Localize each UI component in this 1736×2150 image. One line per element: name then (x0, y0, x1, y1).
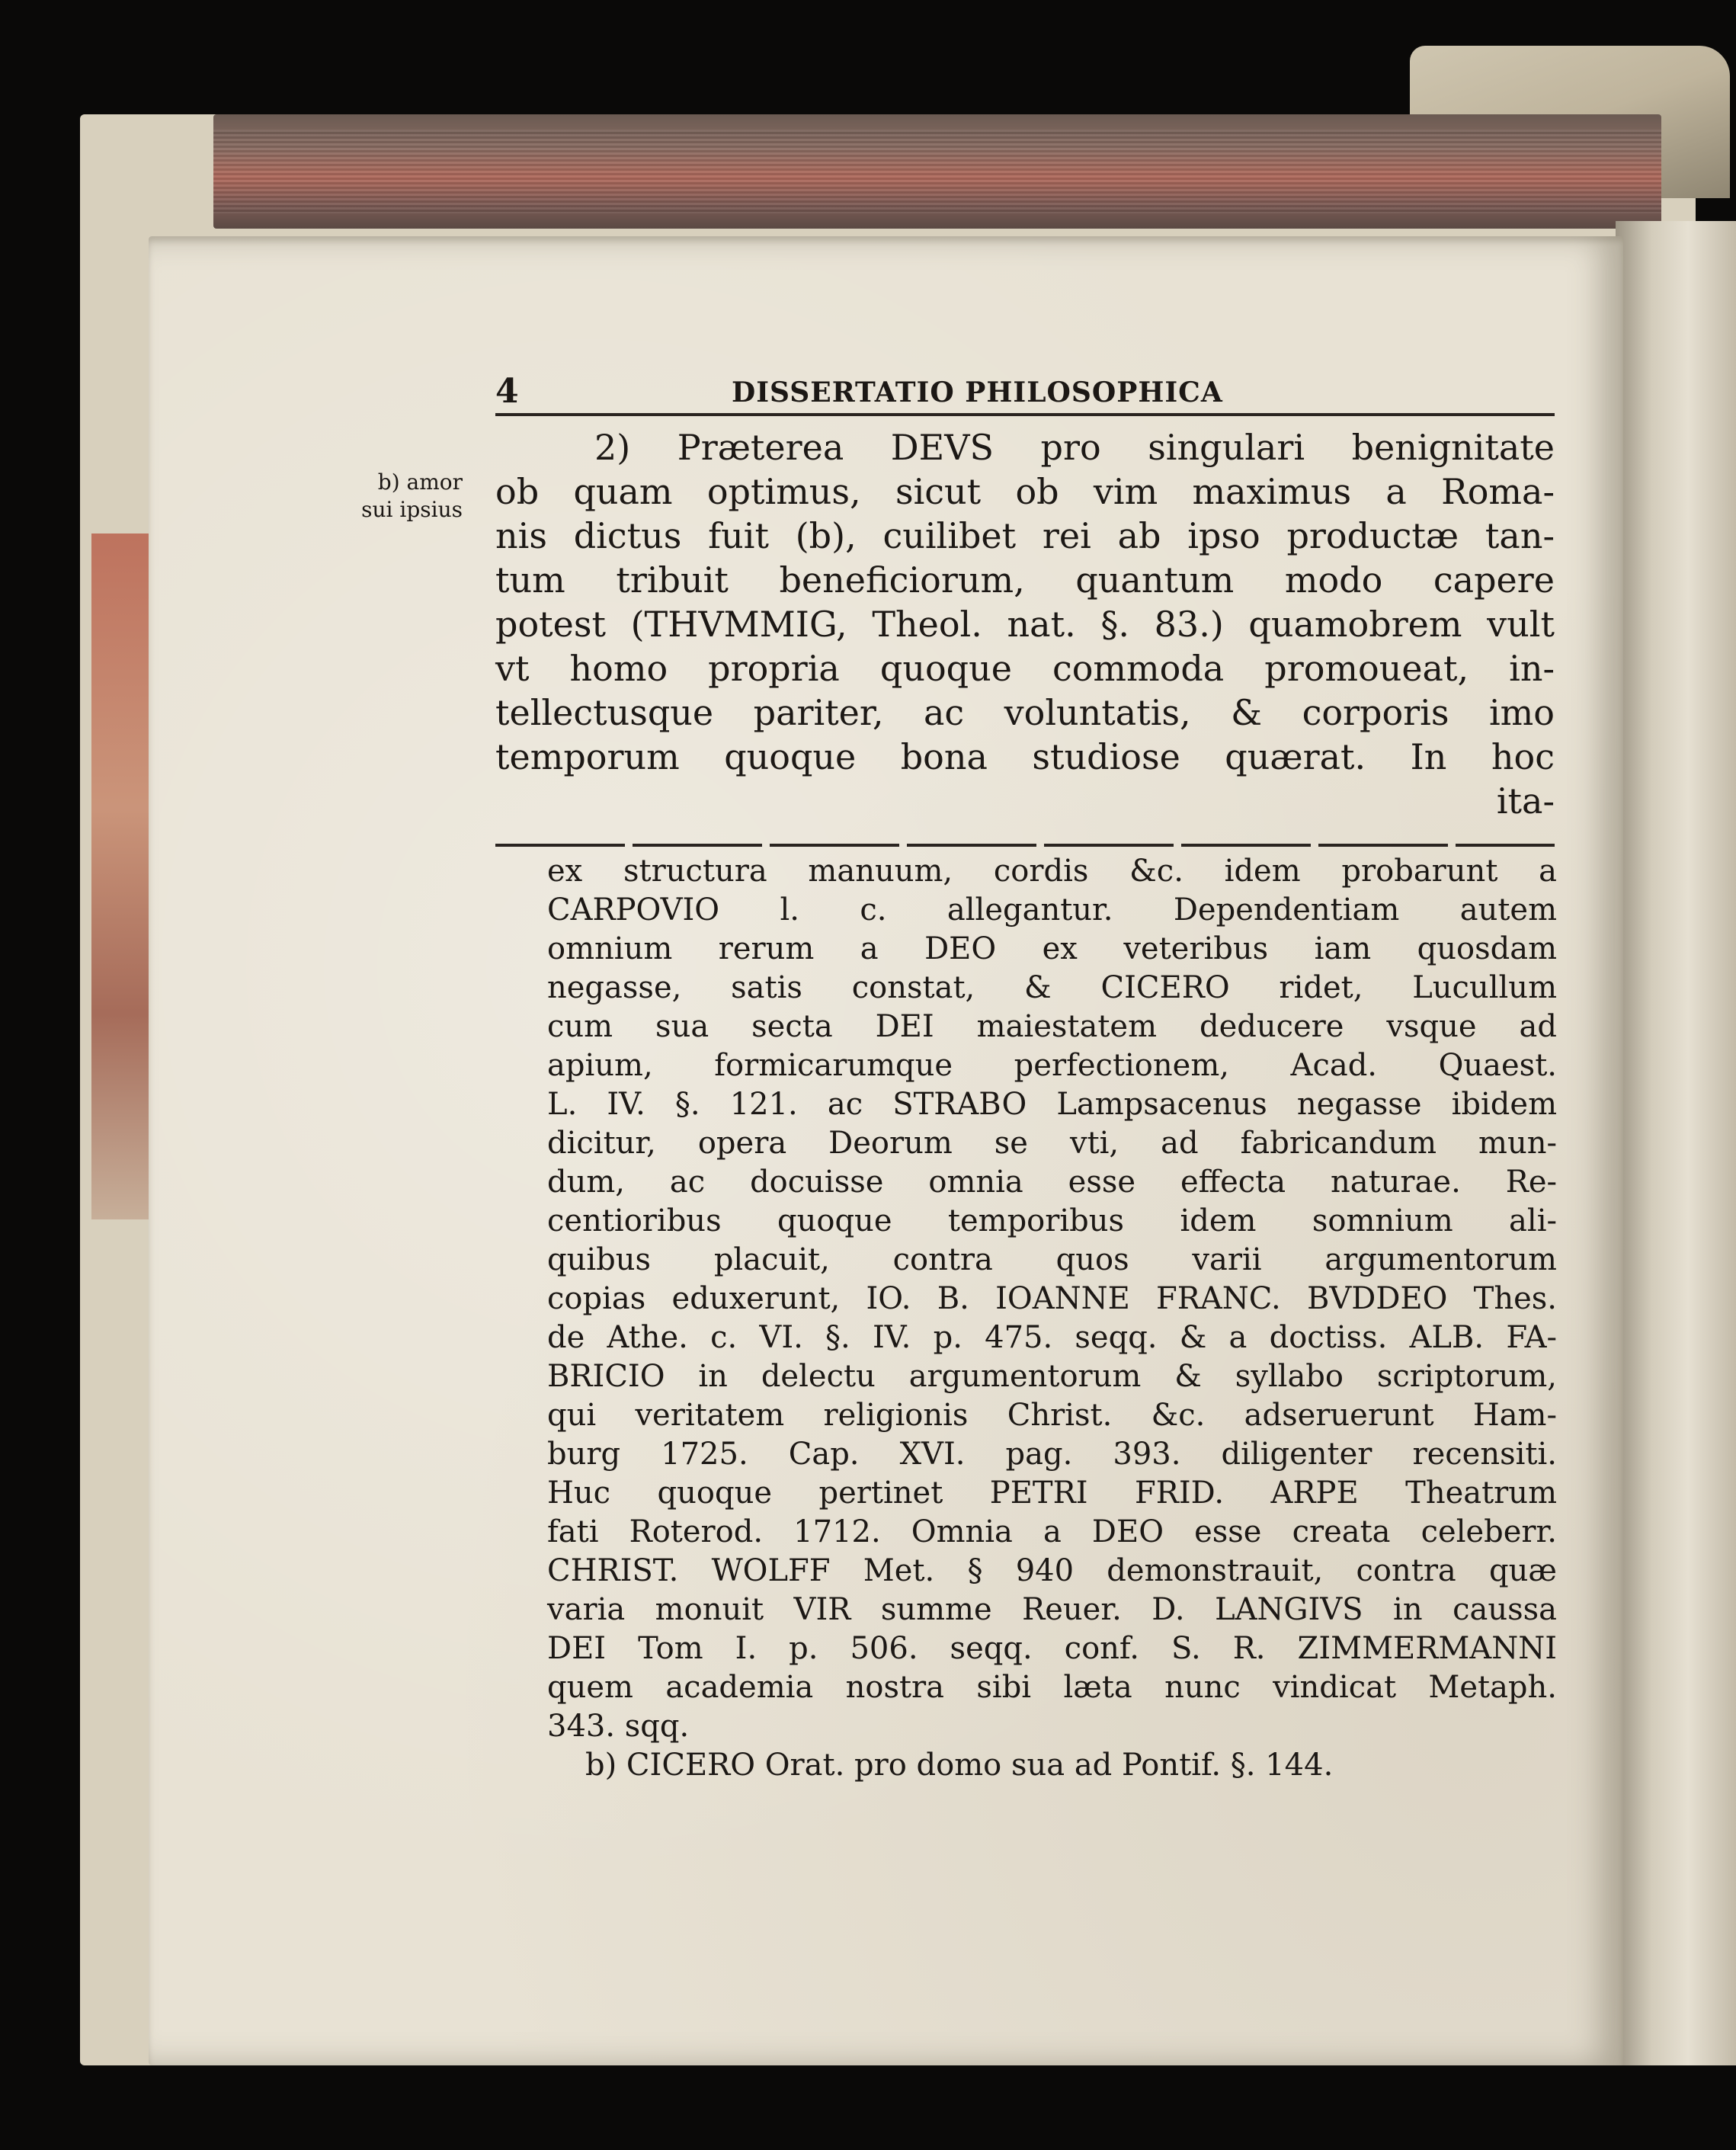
note-line: dum, ac docuisse omnia esse effecta naturae. Re- (547, 1165, 1557, 1200)
main-line: temporum quoque bona studiose quærat. In hoc (495, 736, 1555, 777)
main-line: tum tribuit beneficiorum, quantum modo capere (495, 559, 1555, 601)
facing-page-edge (1616, 221, 1736, 2065)
note-line: de Athe. c. VI. §. IV. p. 475. seqq. & a doctiss. ALB. FA- (547, 1320, 1557, 1355)
header-rule (495, 413, 1555, 416)
margin-note-line: b) amor (377, 469, 463, 495)
margin-note (318, 469, 463, 524)
main-line: tellectusque pariter, ac voluntatis, & corporis imo (495, 692, 1555, 733)
page-block-edge (213, 114, 1661, 229)
note-line: ex structura manuum, cordis &c. idem probarunt a (547, 854, 1557, 889)
note-line: CHRIST. WOLFF Met. § 940 demonstrauit, contra quæ (547, 1553, 1557, 1588)
note-line: varia monuit VIR summe Reuer. D. LANGIVS in caussa (547, 1592, 1557, 1627)
note-line: dicitur, opera Deorum se vti, ad fabricandum mun- (547, 1126, 1557, 1161)
note-line: CARPOVIO l. c. allegantur. Dependentiam autem (547, 892, 1557, 928)
note-line: apium, formicarumque perfectionem, Acad. Quaest. (547, 1048, 1557, 1083)
note-line: quem academia nostra sibi læta nunc vindicat Metaph. (547, 1670, 1557, 1705)
note-line: copias eduxerunt, IO. B. IOANNE FRANC. BVDDEO Thes. (547, 1281, 1557, 1316)
margin-note-line: sui ipsius (361, 497, 463, 522)
note-line: DEI Tom I. p. 506. seqq. conf. S. R. ZIMMERMANNI (547, 1631, 1557, 1666)
note-line: fati Roterod. 1712. Omnia a DEO esse creata celeberr. (547, 1514, 1557, 1549)
page-header (495, 372, 1555, 418)
catchword: ita- (1496, 780, 1555, 822)
note-line: burg 1725. Cap. XVI. pag. 393. diligenter recensiti. (547, 1437, 1557, 1472)
note-line: negasse, satis constat, & CICERO ridet, Lucullum (547, 970, 1557, 1005)
footnote-b: b) CICERO Orat. pro domo sua ad Pontif. §. 144. (585, 1748, 1334, 1783)
main-paragraph (495, 425, 1555, 823)
note-line: Huc quoque pertinet PETRI FRID. ARPE Theatrum (547, 1476, 1557, 1511)
main-line: ob quam optimus, sicut ob vim maximus a Roma- (495, 471, 1555, 512)
note-line: BRICIO in delectu argumentorum & syllabo scriptorum, (547, 1359, 1557, 1394)
running-head: DISSERTATIO PHILOSOPHICA (732, 376, 1223, 409)
note-line: omnium rerum a DEO ex veteribus iam quosdam (547, 931, 1557, 966)
book-page (149, 236, 1623, 2065)
page-number: 4 (495, 372, 519, 411)
note-line: quibus placuit, contra quos varii argumentorum (547, 1242, 1557, 1277)
note-line: cum sua secta DEI maiestatem deducere vsque ad (547, 1009, 1557, 1044)
note-line: centioribus quoque temporibus idem somnium ali- (547, 1203, 1557, 1238)
main-line: vt homo propria quoque commoda promoueat, in- (495, 648, 1555, 689)
main-line: potest (THVMMIG, Theol. nat. §. 83.) quamobrem vult (495, 604, 1555, 645)
main-line: nis dictus fuit (b), cuilibet rei ab ipso productæ tan- (495, 515, 1555, 556)
note-line: 343. sqq. (547, 1709, 690, 1744)
footnote-rule (495, 844, 1555, 847)
note-line: qui veritatem religionis Christ. &c. adseruerunt Ham- (547, 1398, 1557, 1433)
footnotes (547, 852, 1557, 1785)
main-line: 2) Præterea DEVS pro singulari benignitate (594, 427, 1555, 468)
note-line: L. IV. §. 121. ac STRABO Lampsacenus negasse ibidem (547, 1087, 1557, 1122)
